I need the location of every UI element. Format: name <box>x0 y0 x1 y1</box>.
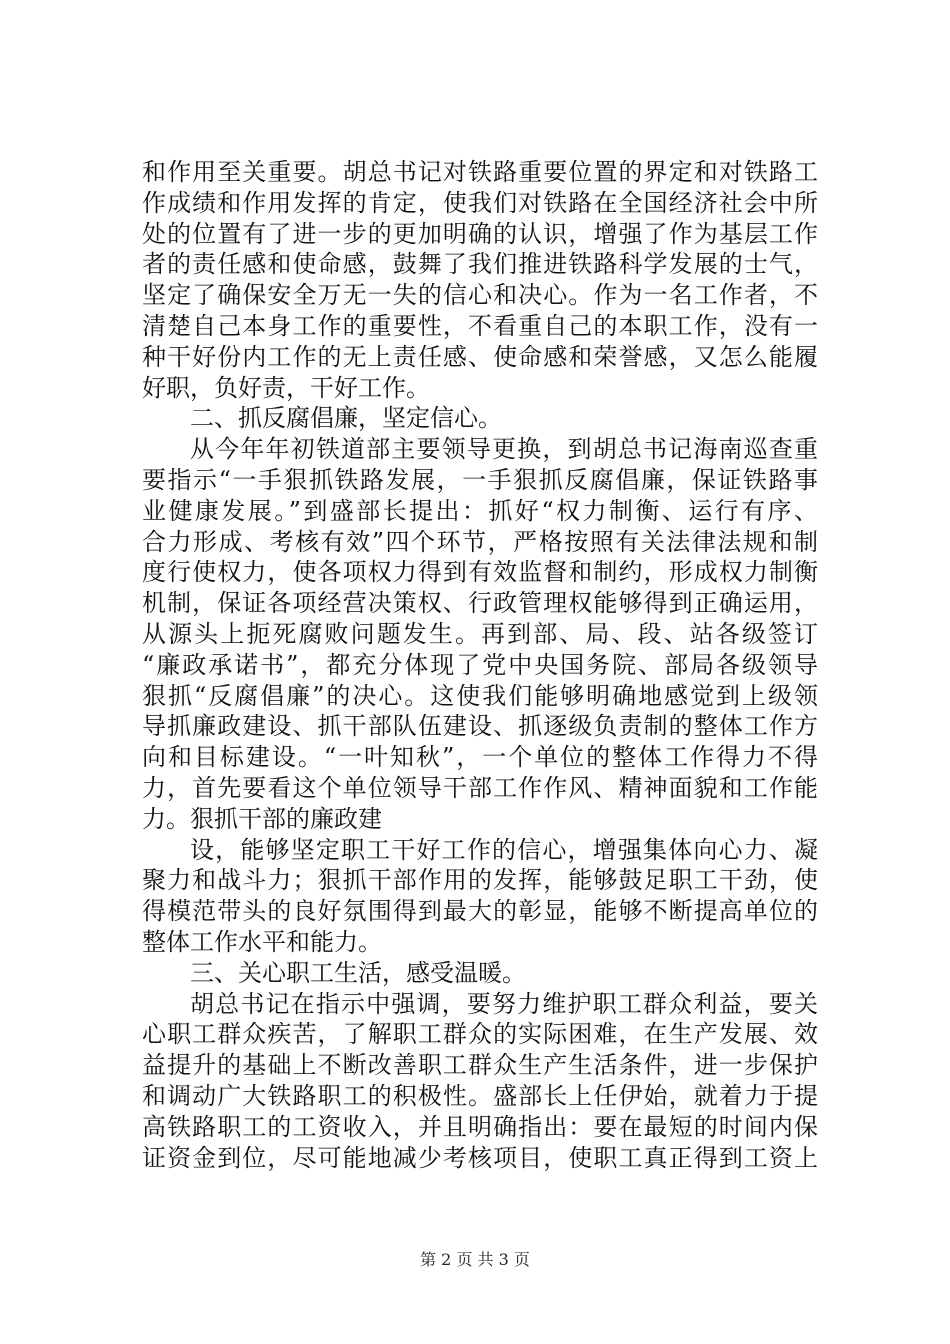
text-line: 益提升的基础上不断改善职工群众生产生活条件，进一步保护 <box>142 1051 818 1080</box>
document-body <box>142 157 818 1173</box>
page-footer: 第 2 页 共 3 页 <box>420 1250 530 1269</box>
text-line: “廉政承诺书”，都充分体现了党中央国务院、部局各级领导 <box>142 650 818 679</box>
text-line: 胡总书记在指示中强调，要努力维护职工群众利益，要关 <box>190 989 818 1018</box>
text-line: 从源头上扼死腐败问题发生。再到部、局、段、站各级签订 <box>142 619 818 648</box>
text-line: 作成绩和作用发挥的肯定，使我们对铁路在全国经济社会中所 <box>142 188 818 217</box>
text-line: 导抓廉政建设、抓干部队伍建设、抓逐级负责制的整体工作方 <box>142 712 818 741</box>
text-line: 度行使权力，使各项权力得到有效监督和制约，形成权力制衡 <box>142 558 818 587</box>
text-line: 种干好份内工作的无上责任感、使命感和荣誉感，又怎么能履 <box>142 342 818 371</box>
text-line: 设，能够坚定职工干好工作的信心，增强集体向心力、凝 <box>190 835 818 864</box>
text-line: 聚力和战斗力；狠抓干部作用的发挥，能够鼓足职工干劲，使 <box>142 866 818 895</box>
text-line: 狠抓“反腐倡廉”的决心。这使我们能够明确地感觉到上级领 <box>142 681 818 710</box>
text-line: 机制，保证各项经营决策权、行政管理权能够得到正确运用， <box>142 589 818 618</box>
text-line: 业健康发展。”到盛部长提出：抓好“权力制衡、运行有序、 <box>142 496 818 525</box>
text-line: 坚定了确保安全万无一失的信心和决心。作为一名工作者，不 <box>142 281 818 310</box>
text-line: 要指示“一手狠抓铁路发展，一手狠抓反腐倡廉，保证铁路事 <box>142 465 818 494</box>
text-line: 和作用至关重要。胡总书记对铁路重要位置的界定和对铁路工 <box>142 158 818 186</box>
text-line: 力，首先要看这个单位领导干部工作作风、精神面貌和工作能 <box>142 773 818 802</box>
text-line: 者的责任感和使命感，鼓舞了我们推进铁路科学发展的士气， <box>142 250 818 279</box>
text-line: 高铁路职工的工资收入，并且明确指出：要在最短的时间内保 <box>142 1112 818 1141</box>
text-line: 好职，负好责，干好工作。 <box>142 373 430 402</box>
text-line: 清楚自己本身工作的重要性，不看重自己的本职工作，没有一 <box>142 311 818 340</box>
text-line: 得模范带头的良好氛围得到最大的彰显，能够不断提高单位的 <box>142 897 818 926</box>
text-line: 三、关心职工生活，感受温暖。 <box>190 958 526 987</box>
text-line: 二、抓反腐倡廉，坚定信心。 <box>190 404 502 433</box>
text-line: 向和目标建设。“一叶知秋”，一个单位的整体工作得力不得 <box>142 743 818 772</box>
text-line: 和调动广大铁路职工的积极性。盛部长上任伊始，就着力于提 <box>142 1081 818 1110</box>
text-line: 合力形成、考核有效”四个环节，严格按照有关法律法规和制 <box>142 527 818 556</box>
text-line: 从今年年初铁道部主要领导更换，到胡总书记海南巡查重 <box>190 435 818 464</box>
text-line: 整体工作水平和能力。 <box>142 927 382 956</box>
text-line: 证资金到位，尽可能地减少考核项目，使职工真正得到工资上 <box>142 1143 818 1172</box>
text-line: 力。狠抓干部的廉政建 <box>142 804 382 833</box>
text-line: 处的位置有了进一步的更加明确的认识，增强了作为基层工作 <box>142 219 818 248</box>
text-line: 心职工群众疾苦，了解职工群众的实际困难，在生产发展、效 <box>142 1020 818 1049</box>
